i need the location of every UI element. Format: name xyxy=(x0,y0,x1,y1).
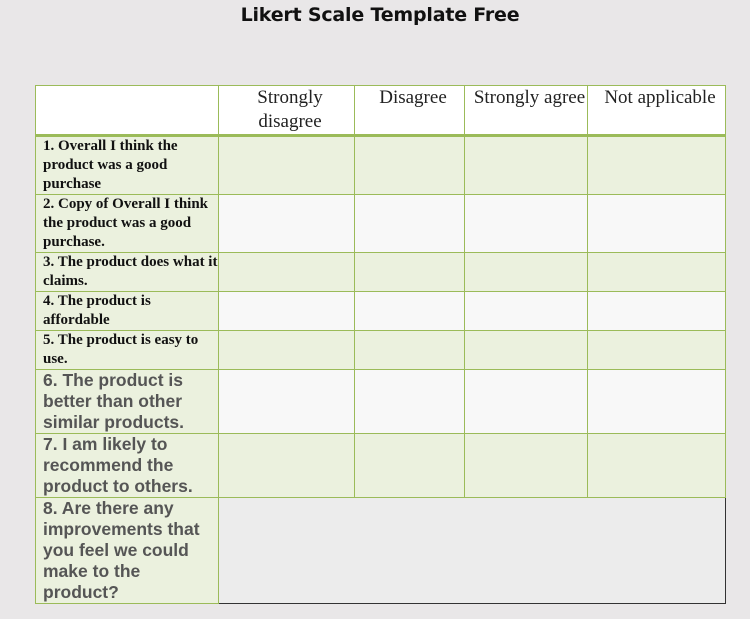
table-row xyxy=(36,498,726,604)
response-cell[interactable] xyxy=(219,292,355,331)
response-cell[interactable] xyxy=(219,370,355,434)
response-cell[interactable] xyxy=(219,195,355,253)
response-cell[interactable] xyxy=(355,136,465,195)
response-cell[interactable] xyxy=(465,292,588,331)
question-4: 4. The product is affordable xyxy=(36,292,219,331)
table-row xyxy=(36,136,726,195)
table-row xyxy=(36,434,726,498)
table-row xyxy=(36,253,726,292)
table-row xyxy=(36,195,726,253)
response-cell[interactable] xyxy=(465,195,588,253)
response-cell[interactable] xyxy=(588,136,726,195)
table-row xyxy=(36,292,726,331)
response-cell[interactable] xyxy=(588,331,726,370)
response-cell[interactable] xyxy=(588,370,726,434)
response-cell[interactable] xyxy=(219,136,355,195)
response-cell[interactable] xyxy=(355,253,465,292)
response-cell[interactable] xyxy=(355,292,465,331)
column-header-strongly-disagree: Strongly disagree xyxy=(219,86,355,136)
response-cell[interactable] xyxy=(465,331,588,370)
response-cell[interactable] xyxy=(355,434,465,498)
page-title: Likert Scale Template Free xyxy=(240,4,520,26)
question-3: 3. The product does what it claims. xyxy=(36,253,219,292)
response-cell[interactable] xyxy=(588,434,726,498)
header-row xyxy=(36,86,726,136)
response-cell[interactable] xyxy=(465,253,588,292)
response-cell[interactable] xyxy=(588,292,726,331)
response-cell[interactable] xyxy=(355,331,465,370)
table-row xyxy=(36,331,726,370)
question-8: 8. Are there any improvements that you feel we could make to the product? xyxy=(36,498,219,604)
response-cell[interactable] xyxy=(219,331,355,370)
header-corner-cell xyxy=(36,86,219,136)
column-header-strongly-agree: Strongly agree xyxy=(465,86,588,136)
response-cell[interactable] xyxy=(588,195,726,253)
column-header-not-applicable: Not applicable xyxy=(588,86,726,136)
response-cell[interactable] xyxy=(465,370,588,434)
open-answer-box[interactable] xyxy=(219,498,726,604)
question-7: 7. I am likely to recommend the product to others. xyxy=(36,434,219,498)
response-cell[interactable] xyxy=(355,370,465,434)
response-cell[interactable] xyxy=(465,434,588,498)
response-cell[interactable] xyxy=(465,136,588,195)
response-cell[interactable] xyxy=(355,195,465,253)
response-cell[interactable] xyxy=(588,253,726,292)
likert-table xyxy=(35,85,726,604)
response-cell[interactable] xyxy=(219,434,355,498)
question-1: 1. Overall I think the product was a good purchase xyxy=(36,136,219,195)
question-2: 2. Copy of Overall I think the product was a good purchase. xyxy=(36,195,219,253)
question-6: 6. The product is better than other similar products. xyxy=(36,370,219,434)
column-header-disagree: Disagree xyxy=(355,86,465,136)
table-row xyxy=(36,370,726,434)
question-5: 5. The product is easy to use. xyxy=(36,331,219,370)
response-cell[interactable] xyxy=(219,253,355,292)
